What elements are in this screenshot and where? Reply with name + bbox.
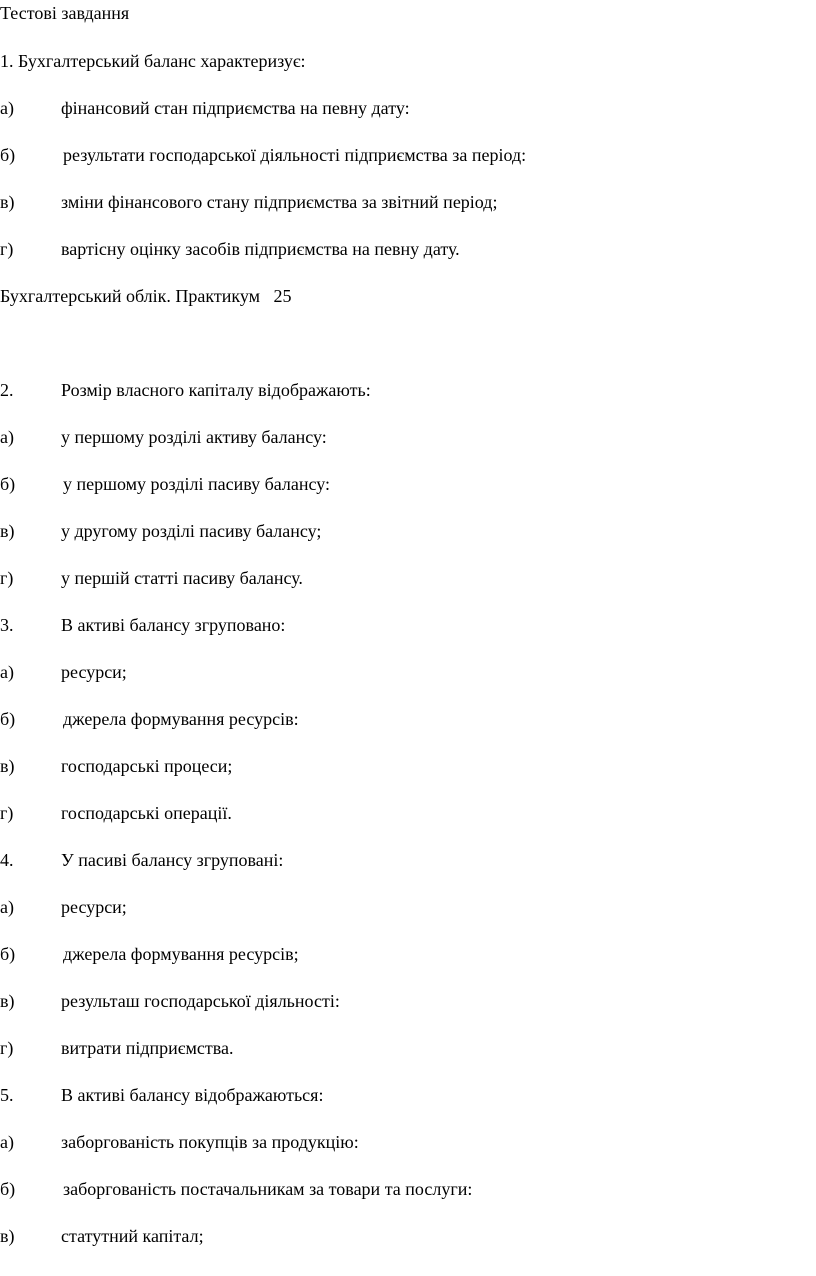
option-text: заборгованість постачальникам за товари та послуги: [63, 1179, 473, 1199]
document-title [0, 2, 129, 24]
option-text: вартісну оцінку засобів підприємства на певну дату. [61, 239, 460, 259]
option-text: ресурси; [61, 662, 127, 682]
option-text: у другому розділі пасиву балансу; [61, 521, 322, 541]
option-marker: а) [0, 897, 14, 917]
option-text: результаш господарської діяльності: [61, 991, 340, 1011]
option-text: господарські процеси; [61, 756, 233, 776]
option-marker: б) [0, 944, 16, 964]
running-footer-text: Бухгалтерський облік. Практикум 25 [0, 286, 292, 306]
option-marker: в) [0, 192, 15, 212]
question-number: 4. [0, 850, 14, 870]
option-marker: в) [0, 1226, 15, 1246]
option-marker: а) [0, 662, 14, 682]
question-text: Розмір власного капіталу відображають: [61, 380, 371, 400]
question-1-heading [0, 50, 306, 72]
option-text: фінансовий стан підприємства на певну дату: [61, 98, 410, 118]
option-text: у першому розділі активу балансу: [61, 427, 327, 447]
option-text: ресурси; [61, 897, 127, 917]
option-text: витрати підприємства. [61, 1038, 234, 1058]
option-marker: б) [0, 145, 16, 165]
question-text: В активі балансу відображаються: [61, 1085, 324, 1105]
running-footer [0, 285, 292, 307]
question-number: 3. [0, 615, 14, 635]
option-marker: г) [0, 803, 14, 823]
question-text: В активі балансу згруповано: [61, 615, 286, 635]
option-text: результати господарської діяльності підприємства за період: [63, 145, 527, 165]
option-text: джерела формування ресурсів; [63, 944, 299, 964]
option-marker: а) [0, 1132, 14, 1152]
option-marker: в) [0, 521, 15, 541]
option-marker: а) [0, 98, 14, 118]
option-marker: б) [0, 474, 16, 494]
question-text: У пасиві балансу згруповані: [61, 850, 284, 870]
option-marker: в) [0, 991, 15, 1011]
option-text: господарські операції. [61, 803, 232, 823]
option-text: статутний капітал; [61, 1226, 204, 1246]
option-text: заборгованість покупців за продукцію: [61, 1132, 359, 1152]
option-marker: а) [0, 427, 14, 447]
document-title-text: Тестові завдання [0, 3, 130, 23]
option-text: у першому розділі пасиву балансу: [63, 474, 331, 494]
option-marker: г) [0, 239, 14, 259]
option-text: джерела формування ресурсів: [63, 709, 299, 729]
question-number: 2. [0, 380, 14, 400]
option-marker: в) [0, 756, 15, 776]
question-1-text: 1. Бухгалтерський баланс характеризує: [0, 51, 306, 71]
option-marker: б) [0, 1179, 16, 1199]
question-number: 5. [0, 1085, 14, 1105]
option-marker: б) [0, 709, 16, 729]
option-marker: г) [0, 1038, 14, 1058]
option-marker: г) [0, 568, 14, 588]
option-text: у першій статті пасиву балансу. [61, 568, 303, 588]
option-text: зміни фінансового стану підприємства за звітний період; [61, 192, 498, 212]
